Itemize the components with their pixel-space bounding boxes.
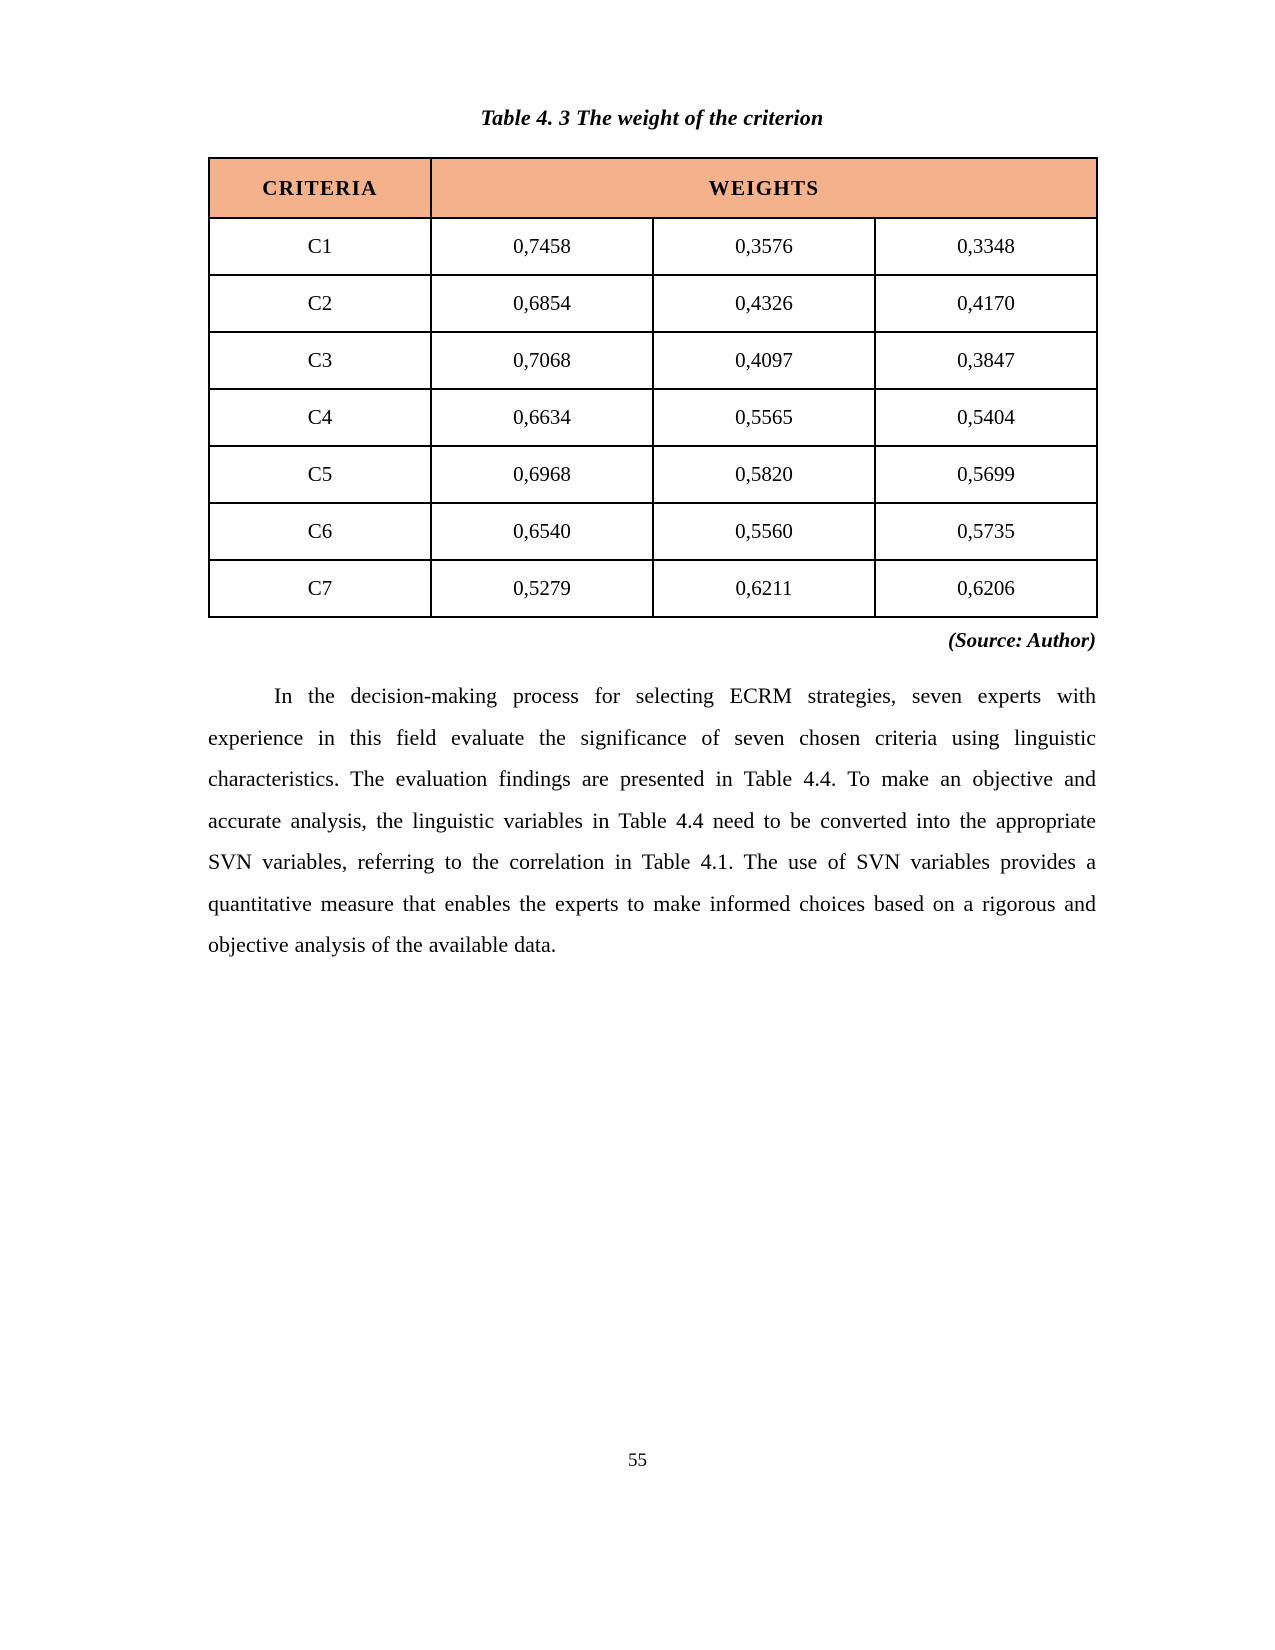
- table-row: [209, 218, 1097, 275]
- cell-weight-2: 0,5820: [653, 446, 875, 503]
- cell-weight-3: 0,5735: [875, 503, 1097, 560]
- table-row: [209, 446, 1097, 503]
- cell-criteria: C4: [209, 389, 431, 446]
- cell-weight-2: 0,4326: [653, 275, 875, 332]
- cell-weight-2: 0,5560: [653, 503, 875, 560]
- cell-weight-2: 0,4097: [653, 332, 875, 389]
- table-title: Table 4. 3 The weight of the criterion: [480, 105, 824, 130]
- cell-weight-2: 0,3576: [653, 218, 875, 275]
- weights-table: [208, 157, 1098, 618]
- table-header: [209, 158, 1097, 218]
- table-body: [209, 218, 1097, 617]
- table-header-row: [209, 158, 1097, 218]
- header-cell-criteria: CRITERIA: [209, 158, 431, 218]
- table-row: [209, 560, 1097, 617]
- table-source-caption: (Source: Author): [948, 628, 1096, 652]
- cell-weight-2: 0,6211: [653, 560, 875, 617]
- table-row: [209, 503, 1097, 560]
- cell-criteria: C2: [209, 275, 431, 332]
- cell-weight-1: 0,7068: [431, 332, 653, 389]
- header-cell-weights: WEIGHTS: [431, 158, 1097, 218]
- cell-weight-3: 0,3847: [875, 332, 1097, 389]
- cell-weight-1: 0,5279: [431, 560, 653, 617]
- cell-weight-1: 0,6540: [431, 503, 653, 560]
- table-row: [209, 332, 1097, 389]
- cell-weight-1: 0,6968: [431, 446, 653, 503]
- table-row: [209, 275, 1097, 332]
- cell-criteria: C7: [209, 560, 431, 617]
- page-number: 55: [628, 1450, 647, 1471]
- cell-criteria: C1: [209, 218, 431, 275]
- cell-criteria: C5: [209, 446, 431, 503]
- cell-weight-1: 0,6854: [431, 275, 653, 332]
- cell-weight-1: 0,6634: [431, 389, 653, 446]
- body-paragraph: In the decision-making process for selecting ECRM strategies, seven experts with experience in this field evaluate the significance of seven chosen criteria using linguistic characteristics. The evaluation findings are presented in Table 4.4. To make an objective and accurate analysis, the linguistic variables in Table 4.4 need to be converted into the appropriate SVN variables, referring to the correlation in Table 4.1. The use of SVN variables provides a quantitative measure that enables the experts to make informed choices based on a rigorous and objective analysis of the available data.: [208, 683, 1096, 957]
- page-content: [208, 0, 1096, 988]
- cell-weight-3: 0,6206: [875, 560, 1097, 617]
- cell-weight-3: 0,3348: [875, 218, 1097, 275]
- cell-weight-3: 0,5404: [875, 389, 1097, 446]
- cell-weight-2: 0,5565: [653, 389, 875, 446]
- cell-weight-3: 0,4170: [875, 275, 1097, 332]
- cell-criteria: C3: [209, 332, 431, 389]
- cell-weight-3: 0,5699: [875, 446, 1097, 503]
- cell-weight-1: 0,7458: [431, 218, 653, 275]
- cell-criteria: C6: [209, 503, 431, 560]
- table-row: [209, 389, 1097, 446]
